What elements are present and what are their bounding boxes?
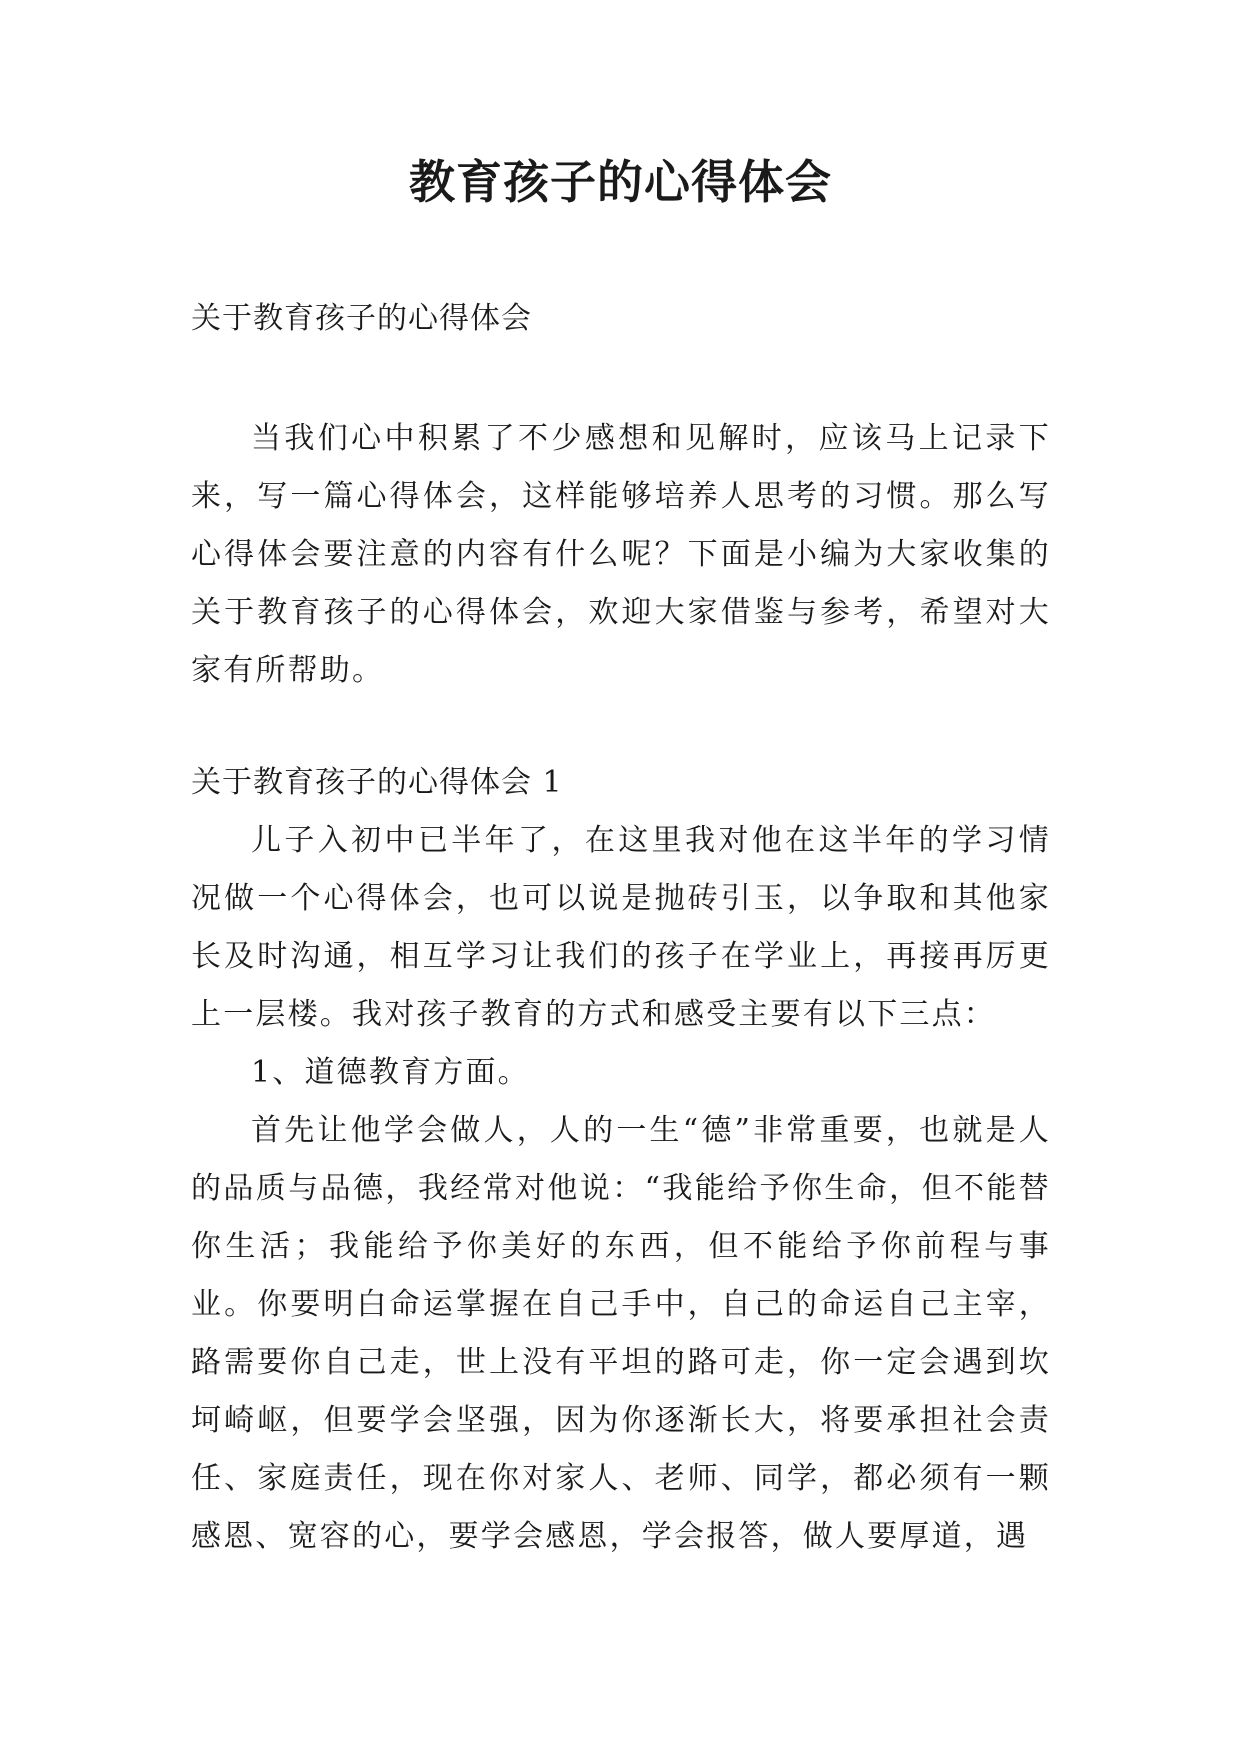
point-heading: 1、道德教育方面。	[251, 1055, 530, 1090]
spacer	[191, 348, 1051, 410]
body-paragraph: 儿子入初中已半年了，在这里我对他在这半年的学习情况做一个心得体会，也可以说是抛砖引玉，以争取和其他家长及时沟通，相互学习让我们的孩子在学业上，再接再厉更上一层楼。我对孩子教育的方式和感受主要有以下三点：	[191, 823, 1051, 1032]
subtitle: 关于教育孩子的心得体会	[191, 301, 532, 336]
section-heading: 关于教育孩子的心得体会 1	[191, 765, 563, 800]
intro-paragraph: 当我们心中积累了不少感想和见解时，应该马上记录下来，写一篇心得体会，这样能够培养人思考的习惯。那么写心得体会要注意的内容有什么呢？下面是小编为大家收集的关于教育孩子的心得体会，欢迎大家借鉴与参考，希望对大家有所帮助。	[191, 421, 1051, 688]
document-body	[191, 290, 1051, 1566]
body-paragraph: 首先让他学会做人，人的一生“德”非常重要，也就是人的品质与品德，我经常对他说：“我能给予你生命，但不能替你生活；我能给予你美好的东西，但不能给予你前程与事业。你要明白命运掌握在自己手中，自己的命运自己主宰，路需要你自己走，世上没有平坦的路可走，你一定会遇到坎坷崎岖，但要学会坚强，因为你逐渐长大，将要承担社会责任、家庭责任，现在你对家人、老师、同学，都必须有一颗感恩、宽容的心，要学会感恩，学会报答，做人要厚道，遇	[191, 1113, 1051, 1554]
spacer	[191, 700, 1051, 754]
document-title: 教育孩子的心得体会	[409, 155, 832, 209]
